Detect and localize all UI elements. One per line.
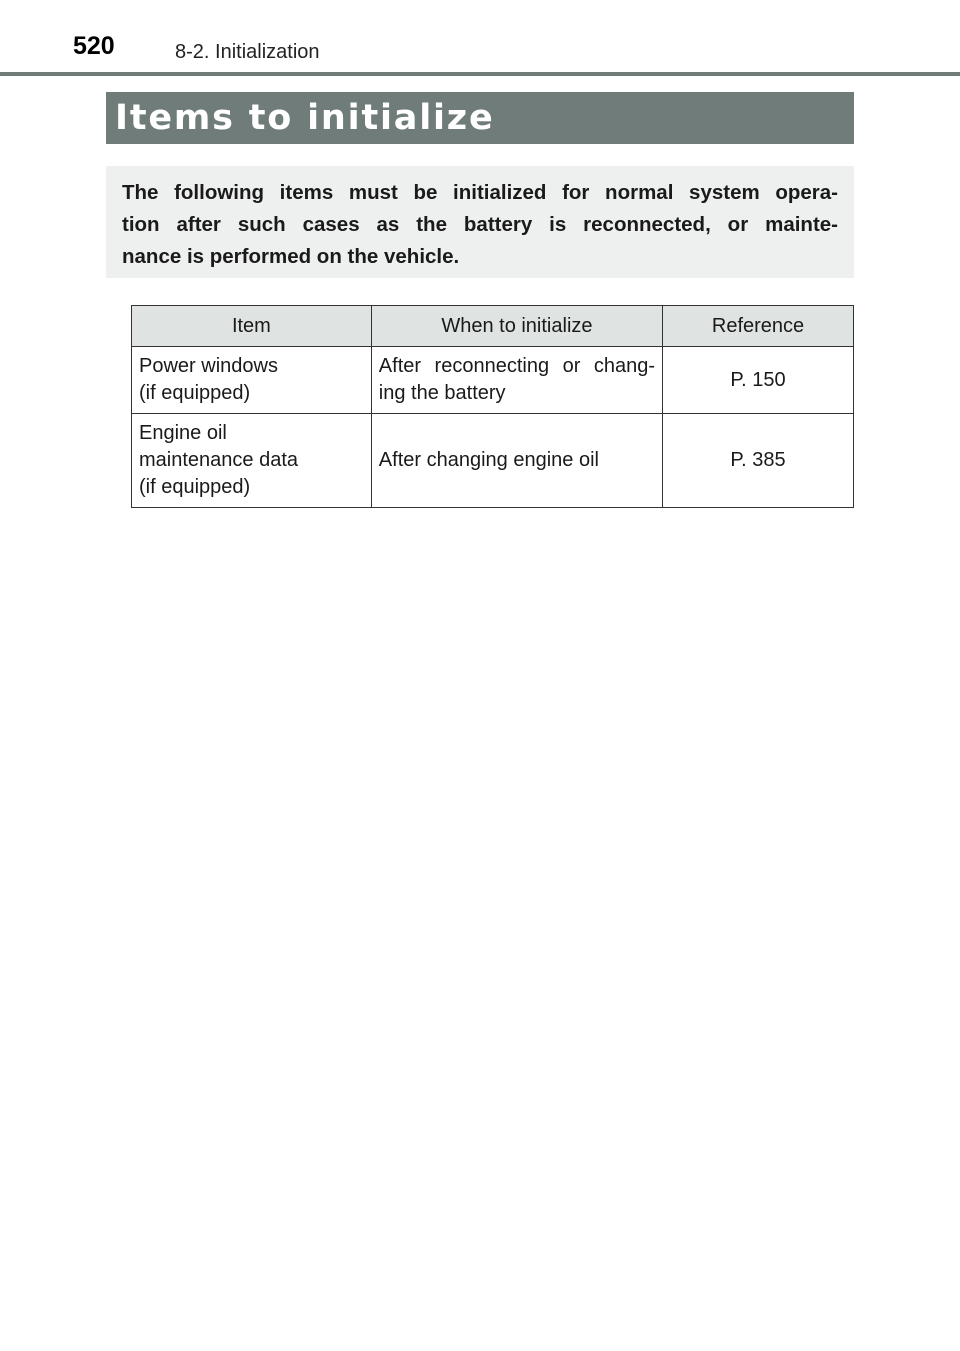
cell-line: (if equipped) <box>139 476 251 498</box>
section-title: Items to initialize <box>115 98 495 138</box>
initialization-table <box>131 305 854 508</box>
cell-line: (if equipped) <box>139 382 251 404</box>
intro-text <box>122 177 838 273</box>
intro-box <box>106 166 854 278</box>
cell-reference-link[interactable]: P. 150 <box>663 347 854 414</box>
intro-line: The following items must be initialized for normal system opera- <box>122 181 838 204</box>
cell-line: ing the battery <box>378 382 506 404</box>
column-header-item: Item <box>132 306 372 347</box>
table-row <box>132 347 854 414</box>
page-number: 520 <box>73 32 115 60</box>
section-label: 8-2. Initialization <box>175 41 320 63</box>
header-rule <box>0 72 960 76</box>
section-title-bar <box>106 92 854 144</box>
cell-line: Power windows <box>139 355 278 377</box>
page-header <box>0 0 960 76</box>
cell-item <box>132 414 372 508</box>
intro-line: tion after such cases as the battery is reconnected, or mainte- <box>122 213 838 236</box>
cell-item <box>132 347 372 414</box>
table-header-row <box>132 306 854 347</box>
cell-line: After changing engine oil <box>378 449 599 471</box>
cell-when <box>371 347 662 414</box>
column-header-reference: Reference <box>663 306 854 347</box>
cell-line: Engine oil <box>139 422 227 444</box>
cell-line: After reconnecting or chang- <box>378 355 656 377</box>
cell-line: maintenance data <box>139 449 299 471</box>
column-header-when: When to initialize <box>371 306 662 347</box>
cell-reference-link[interactable]: P. 385 <box>663 414 854 508</box>
cell-when <box>371 414 662 508</box>
intro-line: nance is performed on the vehicle. <box>122 245 460 268</box>
table-row <box>132 414 854 508</box>
